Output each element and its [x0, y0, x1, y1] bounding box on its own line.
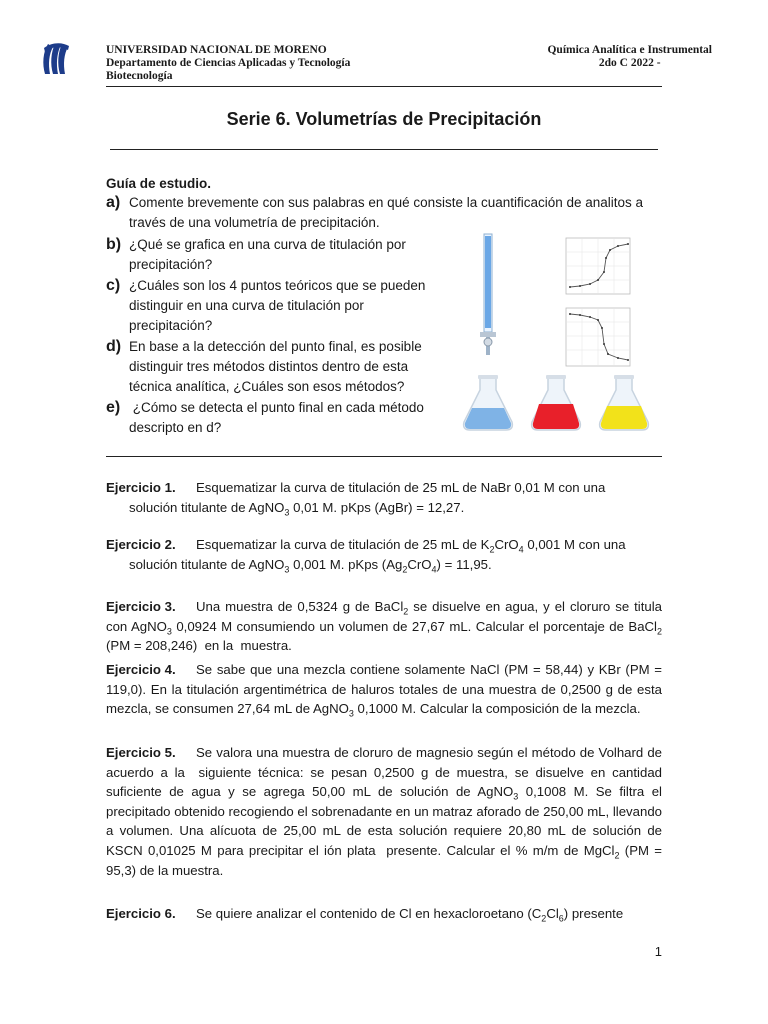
- question-letter: b): [106, 236, 122, 253]
- section-divider: [106, 456, 662, 457]
- question-d: [106, 337, 436, 397]
- question-a: [106, 193, 662, 233]
- exercise-label: Ejercicio 2.: [106, 537, 176, 552]
- question-text-line: En base a la detección del punto final, es posible: [129, 339, 422, 354]
- university-logo: [40, 42, 70, 76]
- exercise-2: [106, 535, 662, 574]
- exercise-6: [106, 904, 662, 924]
- question-text-line: distinguir tres métodos distintos dentro de esta: [129, 359, 409, 374]
- question-letter: a): [106, 194, 121, 211]
- career-name: Biotecnología: [106, 70, 173, 82]
- titration-curve-rising: [566, 238, 630, 294]
- question-letter: c): [106, 277, 121, 294]
- header-institution: [106, 44, 350, 83]
- question-text-line: ¿Cómo se detecta el punto final en cada método: [129, 400, 424, 415]
- exercise-5: [106, 743, 662, 880]
- term: 2do C 2022 -: [598, 57, 661, 69]
- exercise-text: Una muestra de 0,5324 g de BaCl$_2$ se disuelve en agua, y el cloruro se titula con AgNO$_3$ 0,0924 M consumiendo un volumen de 27,67 mL. Calcular el porcentaje de BaCl$_2$ (PM = 208,246) en la muestra.: [106, 599, 662, 654]
- exercise-label: Ejercicio 5.: [106, 745, 176, 760]
- exercise-label: Ejercicio 3.: [106, 599, 176, 614]
- question-text-line: ¿Qué se grafica en una curva de titulación por: [129, 237, 406, 252]
- question-b: [106, 235, 436, 275]
- red-flask-image: [532, 375, 581, 430]
- question-text-line: precipitación?: [129, 318, 213, 333]
- question-text-line: precipitación?: [129, 257, 213, 272]
- question-text-line: través de una volumetría de precipitación.: [129, 215, 380, 230]
- question-text-line: técnica analítica, ¿Cuáles son esos métodos?: [129, 379, 405, 394]
- exercise-label: Ejercicio 4.: [106, 662, 176, 677]
- question-text-line: Comente brevemente con sus palabras en qué consiste la cuantificación de analitos a: [129, 195, 644, 210]
- university-name: UNIVERSIDAD NACIONAL DE MORENO: [106, 44, 327, 56]
- question-text-line: distinguir en una curva de titulación por: [129, 298, 364, 313]
- exercise-text: Se quiere analizar el contenido de Cl en hexacloroetano $(C_2Cl_6)$ presente: [196, 906, 624, 924]
- department-name: Departamento de Ciencias Aplicadas y Tecnología: [106, 57, 351, 69]
- titration-illustration: [456, 232, 660, 438]
- yellow-flask-image: [600, 375, 649, 430]
- question-text-line: descripto en d?: [129, 420, 222, 435]
- header-divider: [106, 86, 662, 87]
- exercise-text: Esquematizar la curva de titulación de 25 mL de NaBr 0,01 M con una solución titulante de AgNO$_3$ 0,01 M. pKps (AgBr) = 12,27.: [129, 480, 606, 518]
- guide-heading: Guía de estudio.: [106, 176, 212, 191]
- exercise-label: Ejercicio 6.: [106, 906, 176, 921]
- exercise-text: Esquematizar la curva de titulación de 25 mL de $K_2CrO_4$ 0,001 M con una solución titulante de AgNO$_3$ 0,001 M. pKps $(Ag_2CrO_4) = 11,95$.: [129, 537, 626, 575]
- page-number: 1: [654, 944, 662, 959]
- exercise-label: Ejercicio 1.: [106, 480, 176, 495]
- header-course: [547, 44, 712, 70]
- exercise-text: Se sabe que una mezcla contiene solamente NaCl (PM = 58,44) y KBr (PM = 119,0). En la titulación argentimétrica de haluros totales de una muestra de 0,2500 g de esta mezcla, se consumen 27,64 mL de AgNO$_3$ 0,1000 M. Calcular la composición de la mezcla.: [106, 662, 662, 719]
- blue-flask-image: [464, 375, 513, 430]
- question-e: [106, 398, 436, 438]
- exercise-1: [106, 478, 662, 517]
- question-letter: d): [106, 338, 122, 355]
- question-letter: e): [106, 399, 121, 416]
- title-underline: [110, 149, 658, 150]
- course-name: Química Analítica e Instrumental: [547, 44, 712, 56]
- page-title: Serie 6. Volumetrías de Precipitación: [226, 109, 542, 129]
- exercise-3: [106, 597, 662, 656]
- titration-curve-falling: [566, 308, 630, 366]
- exercise-4: [106, 660, 662, 719]
- question-c: [106, 276, 436, 336]
- exercise-text: Se valora una muestra de cloruro de magnesio según el método de Volhard de acuerdo a la siguiente técnica: se pesan 0,2500 g de muestra, se disuelve en cantidad suficiente de agua y se agrega 50,00 mL de solución de AgNO$_3$ 0,1008 M. Se filtra el precipitado obtenido recogiendo el sobrenadante en un matraz aforado de 250,00 mL, llevando a volumen. Una alícuota de 25,00 mL de esta solución requiere 20,80 mL de solución de KSCN 0,01025 M para precipitar el ión plata presente. Calcular el % m/m de MgCl$_2$ (PM = 95,3) de la muestra.: [106, 745, 662, 878]
- question-text-line: ¿Cuáles son los 4 puntos teóricos que se pueden: [129, 278, 426, 293]
- burette-image: [480, 234, 496, 355]
